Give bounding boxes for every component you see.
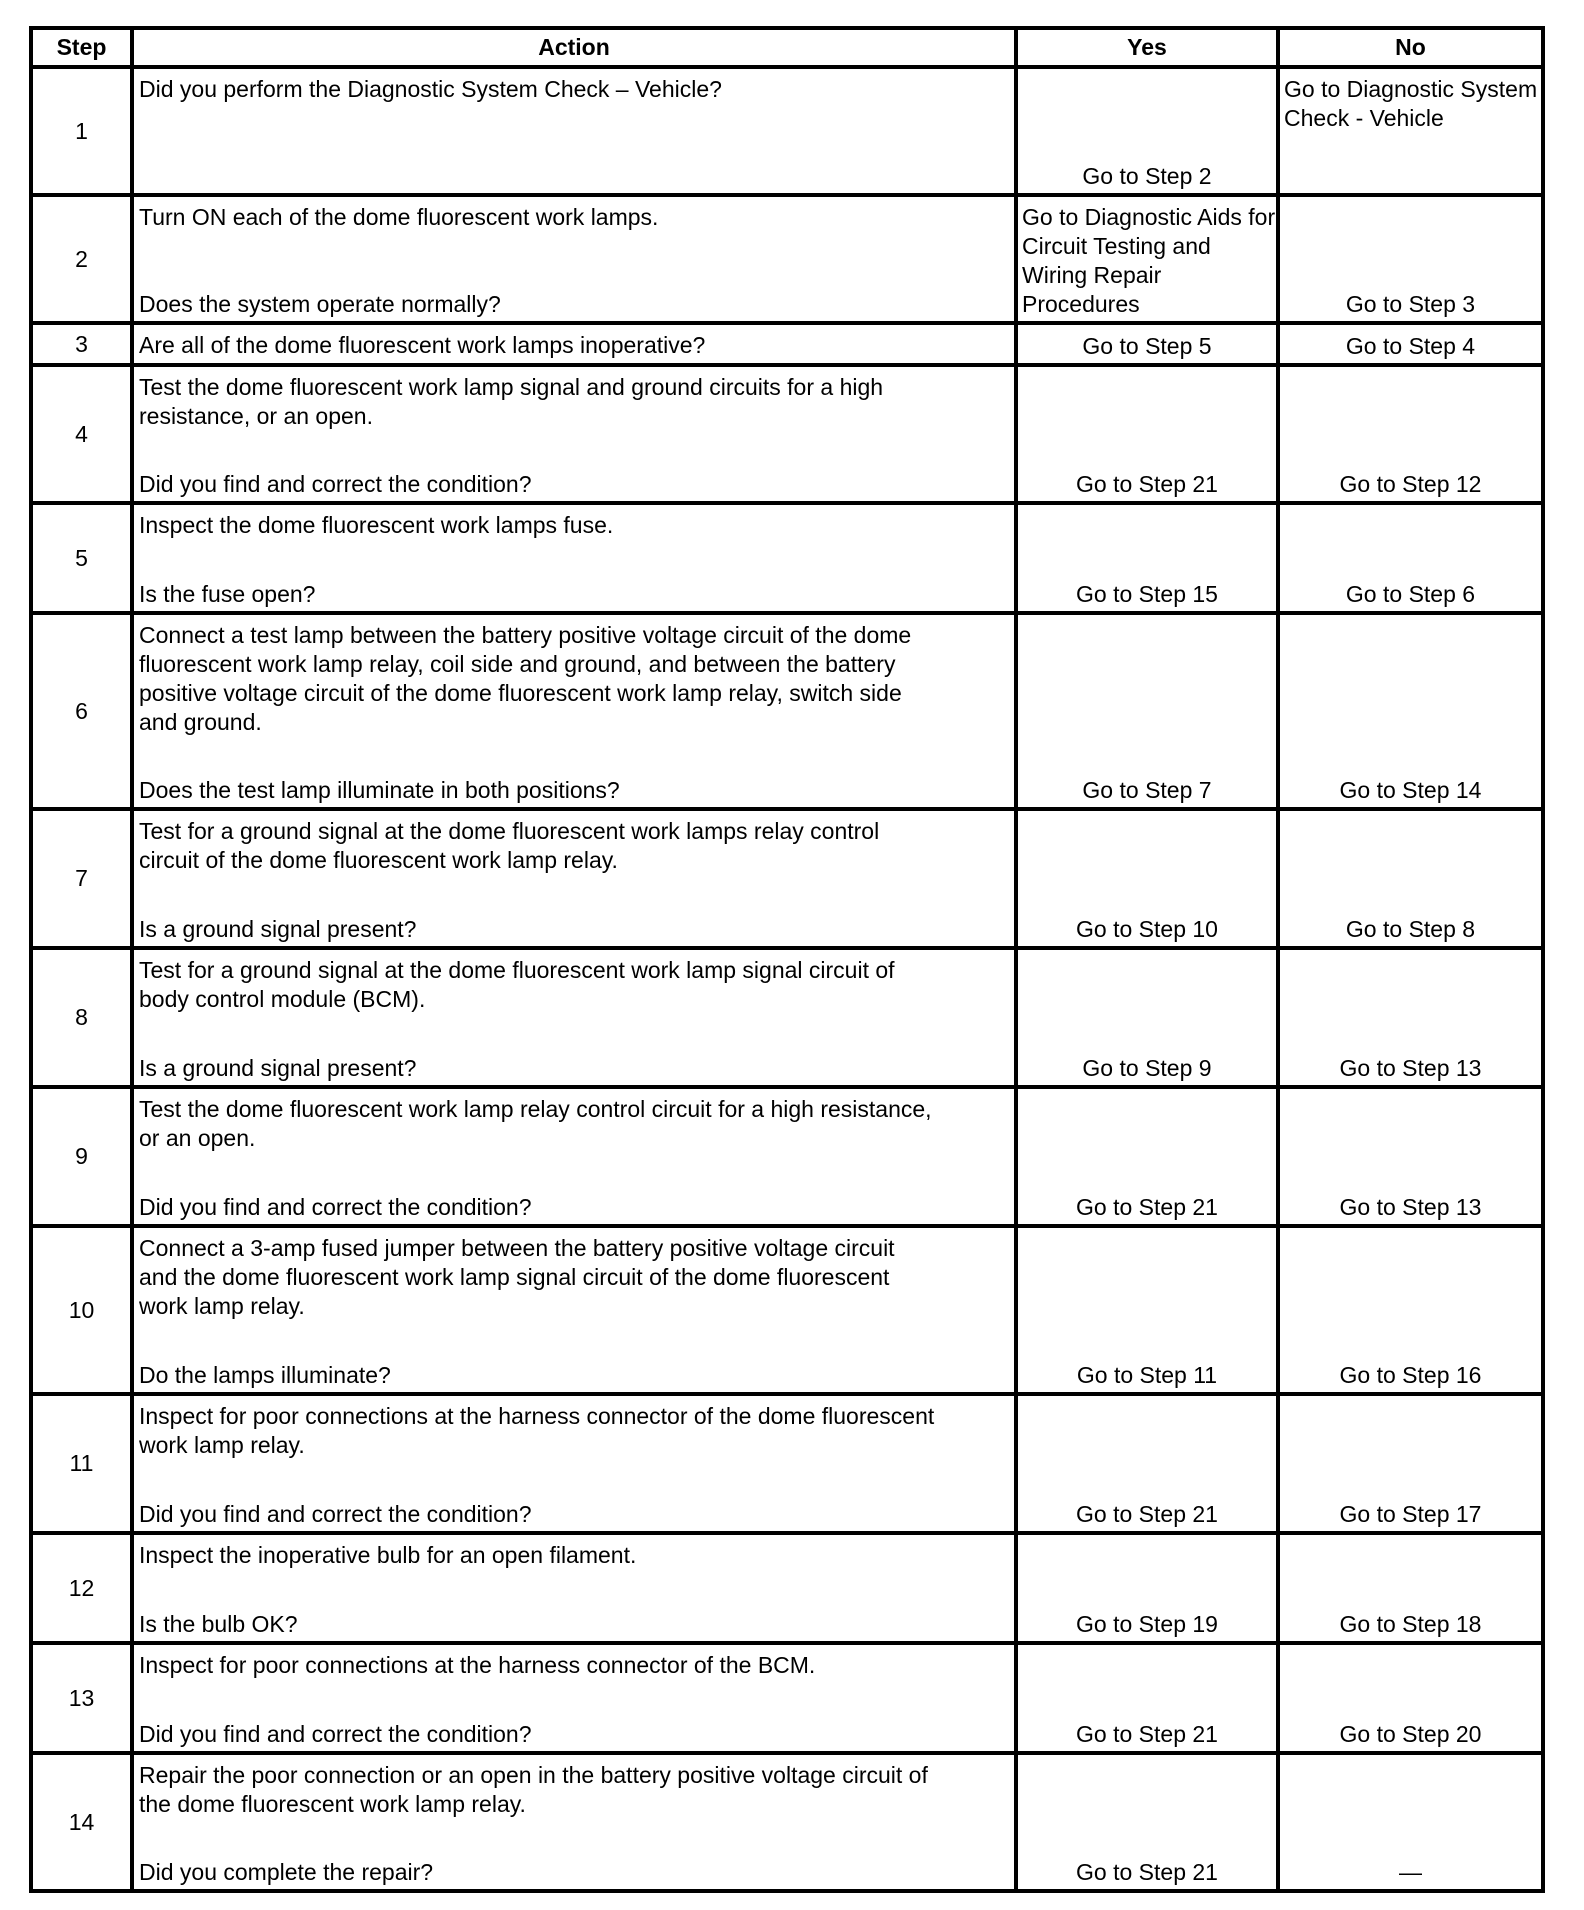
action-text xyxy=(139,956,1010,1014)
no-cell xyxy=(1278,1226,1543,1394)
step-number: 13 xyxy=(31,1643,132,1753)
yes-cell xyxy=(1016,67,1278,195)
action-cell xyxy=(132,503,1016,613)
header-row xyxy=(31,28,1543,67)
no-result: Go to Step 13 xyxy=(1339,1055,1482,1081)
yes-result: Go to Step 21 xyxy=(1076,1859,1218,1885)
table-body xyxy=(31,67,1543,1891)
no-cell xyxy=(1278,67,1543,195)
step-number: 5 xyxy=(31,503,132,613)
action-line: work lamp relay. xyxy=(139,1432,305,1458)
no-result: Go to Step 4 xyxy=(1345,333,1476,359)
action-cell xyxy=(132,365,1016,503)
table-row xyxy=(31,1753,1543,1891)
step-number: 2 xyxy=(31,195,132,323)
action-question: Is a ground signal present? xyxy=(139,916,417,942)
table-row xyxy=(31,1226,1543,1394)
action-cell xyxy=(132,1533,1016,1643)
action-cell xyxy=(132,1643,1016,1753)
action-line: the dome fluorescent work lamp relay. xyxy=(139,1791,526,1817)
no-cell xyxy=(1278,1753,1543,1891)
yes-cell xyxy=(1016,809,1278,948)
header-step: Step xyxy=(31,28,132,67)
yes-result: Go to Step 7 xyxy=(1082,777,1212,803)
step-number: 12 xyxy=(31,1533,132,1643)
no-cell xyxy=(1278,1087,1543,1226)
action-line: Inspect for poor connections at the harness connector of the dome fluorescent xyxy=(139,1403,935,1429)
action-line: and the dome fluorescent work lamp signal circuit of the dome fluorescent xyxy=(139,1264,890,1290)
no-cell xyxy=(1278,948,1543,1087)
no-result: Go to Diagnostic System Check - Vehicle xyxy=(1284,76,1538,131)
action-text xyxy=(139,203,1010,232)
step-number: 10 xyxy=(31,1226,132,1394)
action-question: Does the test lamp illuminate in both positions? xyxy=(139,777,620,803)
no-result: Go to Step 17 xyxy=(1339,1501,1482,1527)
yes-cell xyxy=(1016,1533,1278,1643)
action-line: and ground. xyxy=(139,709,262,735)
yes-cell xyxy=(1016,1394,1278,1533)
action-line: Test for a ground signal at the dome fluorescent work lamps relay control xyxy=(139,818,880,844)
no-cell xyxy=(1278,503,1543,613)
step-number: 8 xyxy=(31,948,132,1087)
no-result: — xyxy=(1399,1859,1422,1885)
action-line: Inspect for poor connections at the harness connector of the BCM. xyxy=(139,1652,816,1678)
table-row xyxy=(31,1087,1543,1226)
yes-cell xyxy=(1016,1753,1278,1891)
table-row xyxy=(31,67,1543,195)
no-result: Go to Step 8 xyxy=(1345,916,1476,942)
action-question: Did you complete the repair? xyxy=(139,1859,434,1885)
action-text xyxy=(139,621,1010,737)
action-line: Inspect the inoperative bulb for an open filament. xyxy=(139,1542,637,1568)
table-row xyxy=(31,365,1543,503)
table-row xyxy=(31,323,1543,365)
action-text xyxy=(139,373,1010,431)
step-number: 3 xyxy=(31,323,132,365)
action-line: work lamp relay. xyxy=(139,1293,305,1319)
action-line: Repair the poor connection or an open in the battery positive voltage circuit of xyxy=(139,1762,928,1788)
no-result: Go to Step 12 xyxy=(1339,471,1482,497)
step-number: 1 xyxy=(31,67,132,195)
action-line: Inspect the dome fluorescent work lamps fuse. xyxy=(139,512,614,538)
action-text xyxy=(139,331,1010,360)
action-cell xyxy=(132,809,1016,948)
yes-cell xyxy=(1016,503,1278,613)
action-line: Test for a ground signal at the dome fluorescent work lamp signal circuit of xyxy=(139,957,895,983)
yes-result: Go to Step 10 xyxy=(1076,916,1218,942)
yes-cell xyxy=(1016,195,1278,323)
no-cell xyxy=(1278,1643,1543,1753)
yes-cell xyxy=(1016,365,1278,503)
action-question: Did you find and correct the condition? xyxy=(139,1721,532,1747)
table-row xyxy=(31,809,1543,948)
table-row xyxy=(31,1533,1543,1643)
action-cell xyxy=(132,67,1016,195)
no-cell xyxy=(1278,195,1543,323)
no-cell xyxy=(1278,809,1543,948)
no-cell xyxy=(1278,323,1543,365)
yes-cell xyxy=(1016,1643,1278,1753)
yes-result: Go to Step 21 xyxy=(1076,471,1218,497)
action-line: body control module (BCM). xyxy=(139,986,426,1012)
action-line: resistance, or an open. xyxy=(139,403,373,429)
action-question: Does the system operate normally? xyxy=(139,291,501,317)
header-no: No xyxy=(1278,28,1543,67)
yes-result: Go to Step 15 xyxy=(1076,581,1218,607)
action-cell xyxy=(132,1394,1016,1533)
yes-result: Go to Step 9 xyxy=(1082,1055,1212,1081)
action-text xyxy=(139,1095,1010,1153)
action-line: Turn ON each of the dome fluorescent work lamps. xyxy=(139,204,659,230)
table-row xyxy=(31,1643,1543,1753)
step-number: 14 xyxy=(31,1753,132,1891)
no-cell xyxy=(1278,365,1543,503)
action-question: Did you find and correct the condition? xyxy=(139,1194,532,1220)
action-line: Test the dome fluorescent work lamp relay control circuit for a high resistance, xyxy=(139,1096,932,1122)
no-result: Go to Step 13 xyxy=(1339,1194,1482,1220)
action-line: positive voltage circuit of the dome fluorescent work lamp relay, switch side xyxy=(139,680,902,706)
no-result: Go to Step 14 xyxy=(1339,777,1482,803)
yes-result: Go to Step 21 xyxy=(1076,1194,1218,1220)
action-question: Is a ground signal present? xyxy=(139,1055,417,1081)
step-number: 9 xyxy=(31,1087,132,1226)
yes-result: Go to Step 21 xyxy=(1076,1721,1218,1747)
no-cell xyxy=(1278,1394,1543,1533)
yes-result: Go to Step 11 xyxy=(1076,1362,1218,1388)
action-line: Test the dome fluorescent work lamp signal and ground circuits for a high xyxy=(139,374,884,400)
action-text xyxy=(139,1234,1010,1321)
diagnostic-table xyxy=(29,26,1545,1893)
action-cell xyxy=(132,1087,1016,1226)
step-number: 4 xyxy=(31,365,132,503)
action-line: Did you perform the Diagnostic System Check – Vehicle? xyxy=(139,76,722,102)
action-text xyxy=(139,511,1010,540)
table-row xyxy=(31,613,1543,809)
header-yes: Yes xyxy=(1016,28,1278,67)
action-text xyxy=(139,1651,1010,1680)
action-text xyxy=(139,1761,1010,1819)
action-cell xyxy=(132,195,1016,323)
yes-cell xyxy=(1016,323,1278,365)
action-line: or an open. xyxy=(139,1125,256,1151)
step-number: 6 xyxy=(31,613,132,809)
yes-result: Go to Step 21 xyxy=(1076,1501,1218,1527)
yes-result: Go to Step 2 xyxy=(1082,163,1212,189)
action-text xyxy=(139,1402,1010,1460)
yes-result: Go to Diagnostic Aids for Circuit Testing and Wiring Repair Procedures xyxy=(1022,204,1276,317)
yes-cell xyxy=(1016,613,1278,809)
action-cell xyxy=(132,323,1016,365)
no-result: Go to Step 6 xyxy=(1345,581,1476,607)
no-cell xyxy=(1278,1533,1543,1643)
no-result: Go to Step 20 xyxy=(1339,1721,1482,1747)
action-line: fluorescent work lamp relay, coil side and ground, and between the battery xyxy=(139,651,896,677)
no-result: Go to Step 18 xyxy=(1339,1611,1482,1637)
yes-result: Go to Step 19 xyxy=(1076,1611,1218,1637)
action-line: Connect a 3-amp fused jumper between the battery positive voltage circuit xyxy=(139,1235,895,1261)
action-cell xyxy=(132,1226,1016,1394)
no-cell xyxy=(1278,613,1543,809)
action-question: Did you find and correct the condition? xyxy=(139,471,532,497)
action-cell xyxy=(132,1753,1016,1891)
table-row xyxy=(31,948,1543,1087)
yes-cell xyxy=(1016,1226,1278,1394)
step-number: 11 xyxy=(31,1394,132,1533)
action-text xyxy=(139,1541,1010,1570)
table-row xyxy=(31,1394,1543,1533)
yes-cell xyxy=(1016,1087,1278,1226)
header-action: Action xyxy=(132,28,1016,67)
action-question: Did you find and correct the condition? xyxy=(139,1501,532,1527)
action-cell xyxy=(132,948,1016,1087)
action-line: circuit of the dome fluorescent work lamp relay. xyxy=(139,847,618,873)
action-text xyxy=(139,75,1010,104)
action-line: Connect a test lamp between the battery positive voltage circuit of the dome xyxy=(139,622,912,648)
yes-cell xyxy=(1016,948,1278,1087)
action-line: Are all of the dome fluorescent work lamps inoperative? xyxy=(139,332,706,358)
table-row xyxy=(31,195,1543,323)
action-question: Do the lamps illuminate? xyxy=(139,1362,391,1388)
action-question: Is the bulb OK? xyxy=(139,1611,298,1637)
table-row xyxy=(31,503,1543,613)
yes-result: Go to Step 5 xyxy=(1082,333,1212,359)
no-result: Go to Step 3 xyxy=(1345,291,1476,317)
action-text xyxy=(139,817,1010,875)
no-result: Go to Step 16 xyxy=(1339,1362,1482,1388)
action-question: Is the fuse open? xyxy=(139,581,316,607)
action-cell xyxy=(132,613,1016,809)
step-number: 7 xyxy=(31,809,132,948)
